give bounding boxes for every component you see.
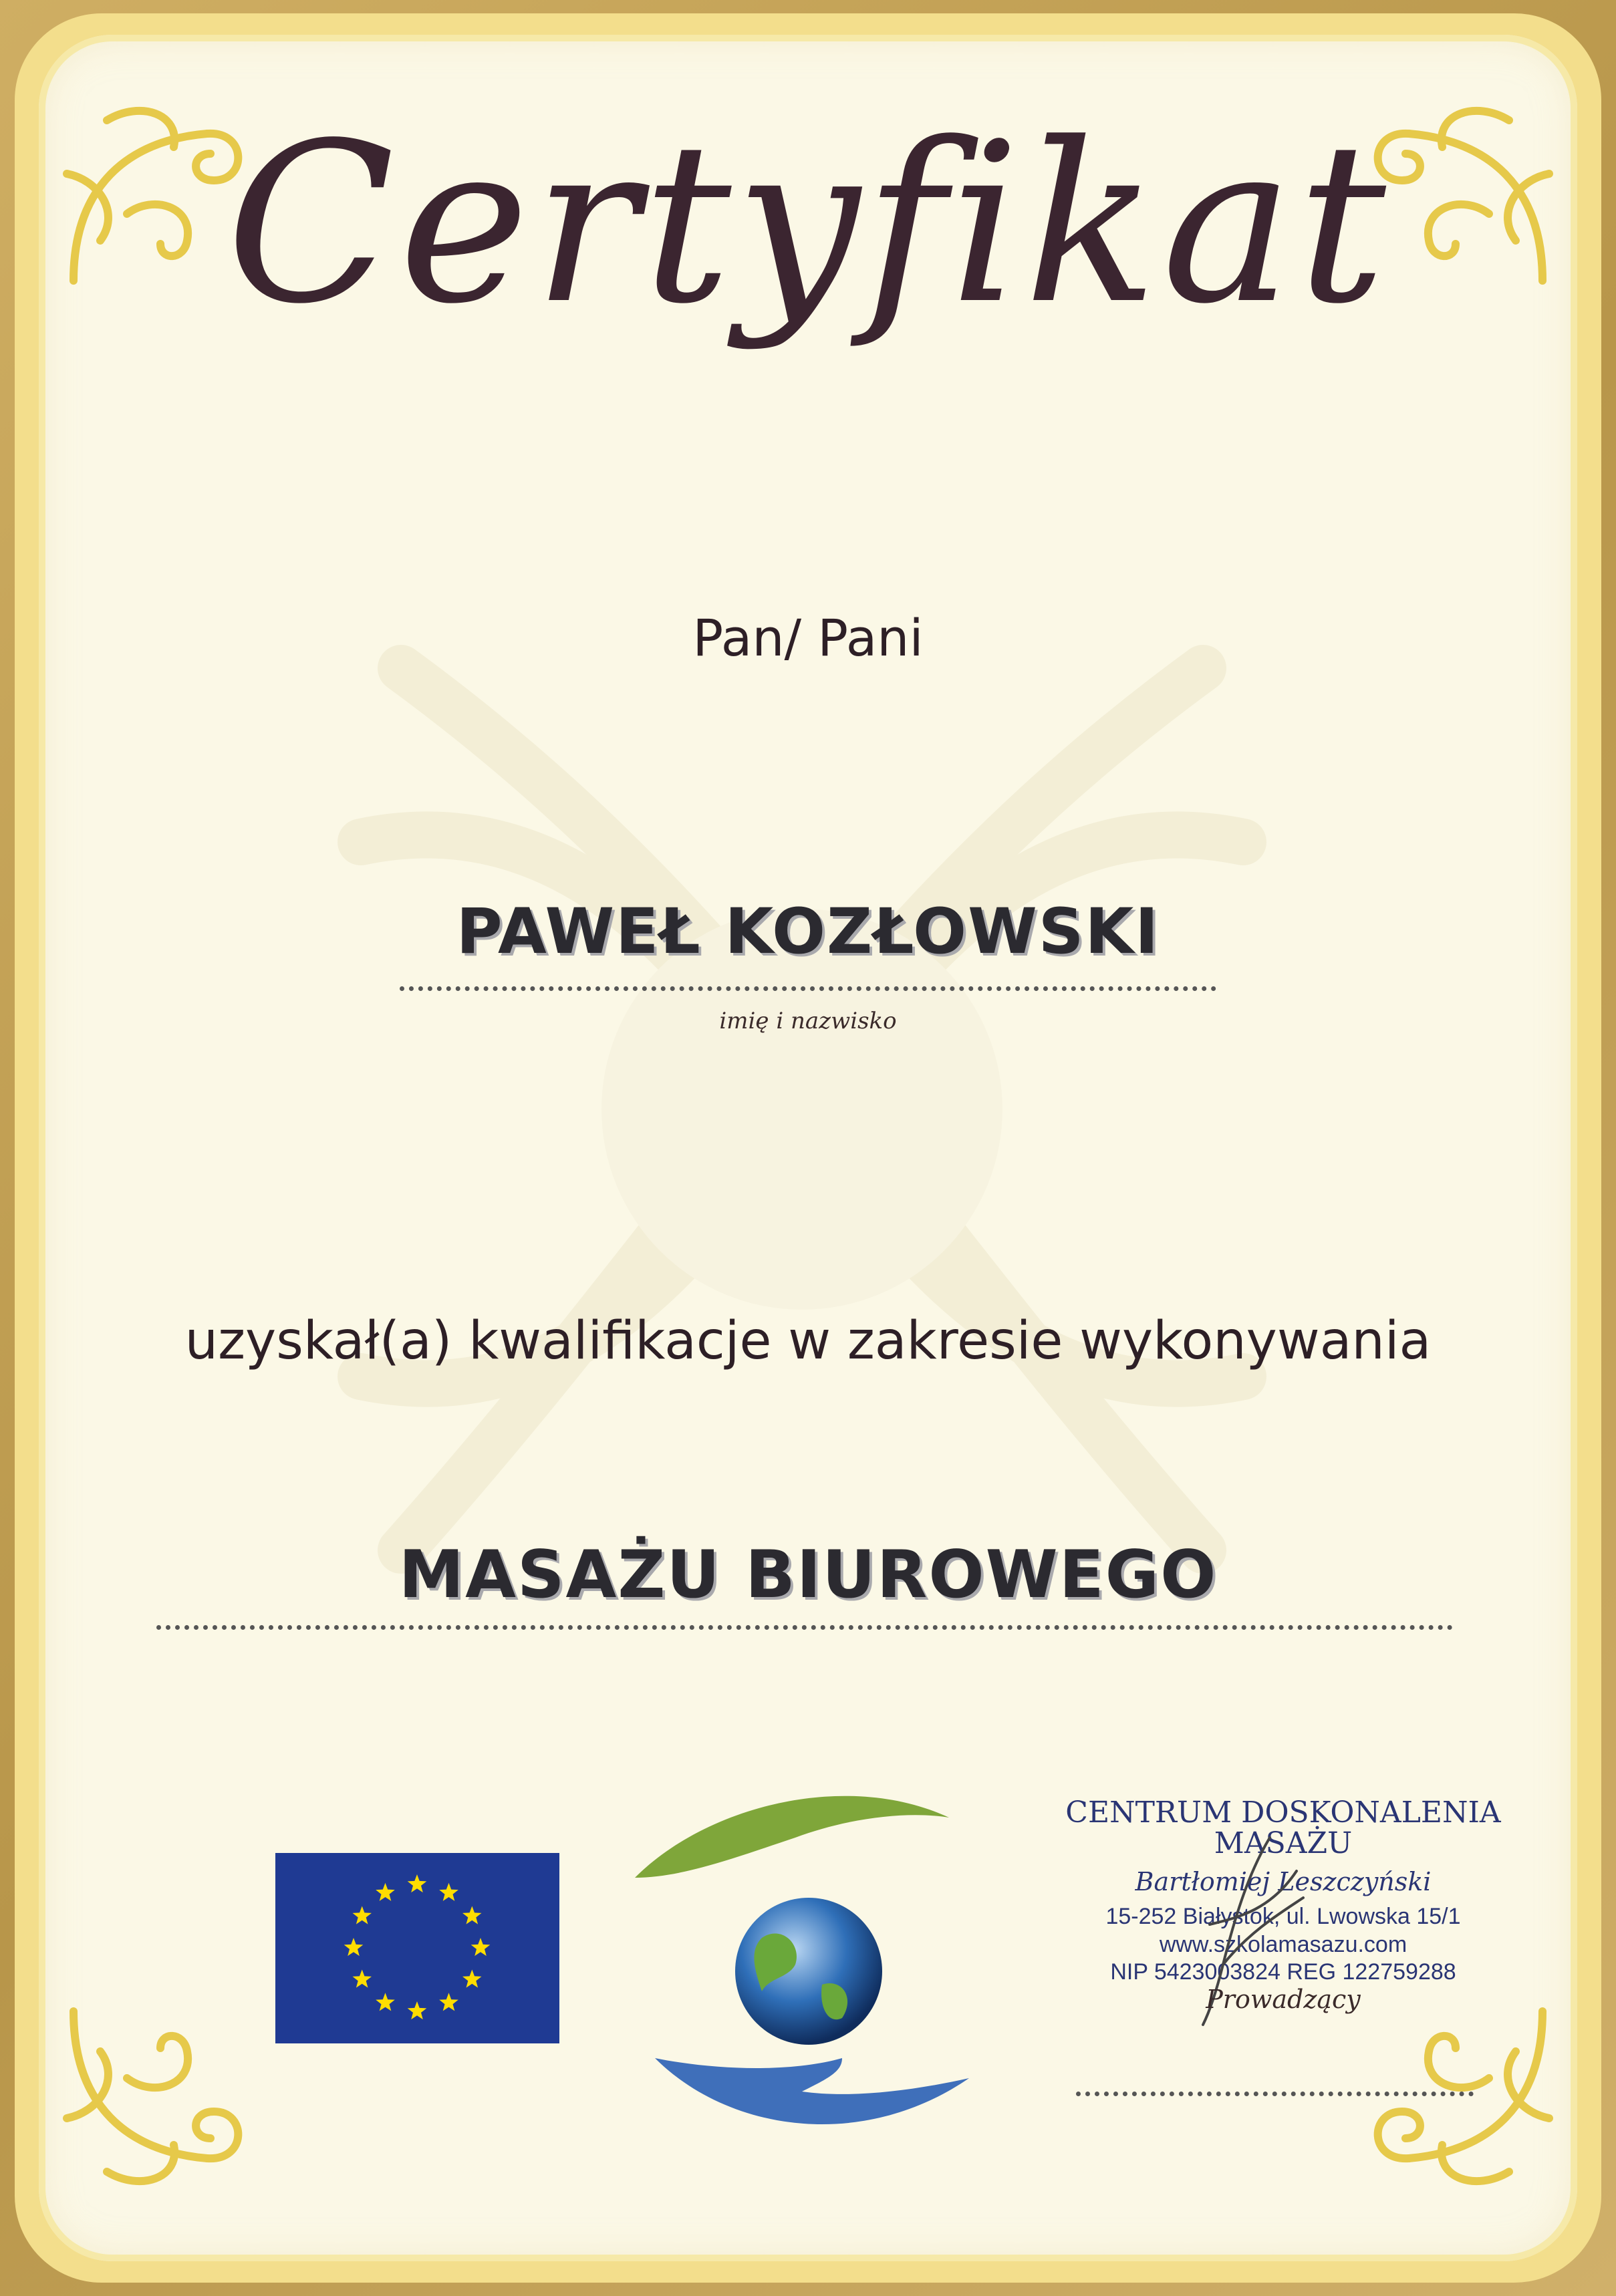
issuer-ids: NIP 5423003824 REG 122759288 — [1110, 1959, 1456, 1985]
corner-ornament-icon — [1355, 1985, 1569, 2212]
course-dotted-line — [156, 1625, 1453, 1630]
name-caption: imię i nazwisko — [719, 1008, 897, 1034]
watermark-ornament-icon — [281, 588, 1323, 1630]
issuer-name-line2: MASAŻU — [1214, 1826, 1353, 1861]
signature-dotted-line — [1076, 2092, 1474, 2096]
name-dotted-line — [400, 986, 1216, 991]
qualification-statement: uzyskał(a) kwalifikacje w zakresie wykonywania — [184, 1311, 1432, 1371]
issuer-person: Bartłomiej Leszczyński — [1135, 1867, 1432, 1897]
issuer-role: Prowadzący — [1206, 1985, 1361, 2014]
corner-ornament-icon — [47, 1985, 261, 2212]
issuer-address: 15-252 Białystok, ul. Lwowska 15/1 — [1105, 1904, 1461, 1930]
recipient-name: PAWEŁ KOZŁOWSKI — [456, 895, 1160, 968]
course-name: MASAŻU BIUROWEGO — [398, 1537, 1218, 1613]
issuer-website: www.szkolamasazu.com — [1159, 1931, 1407, 1957]
certificate-title: Certyfikat — [226, 96, 1390, 352]
salutation: Pan/ Pani — [692, 608, 924, 668]
issuer-name-line1: CENTRUM DOSKONALENIA — [1065, 1796, 1501, 1830]
eu-flag-icon — [275, 1853, 559, 2043]
globe-hands-icon — [628, 1777, 976, 2152]
